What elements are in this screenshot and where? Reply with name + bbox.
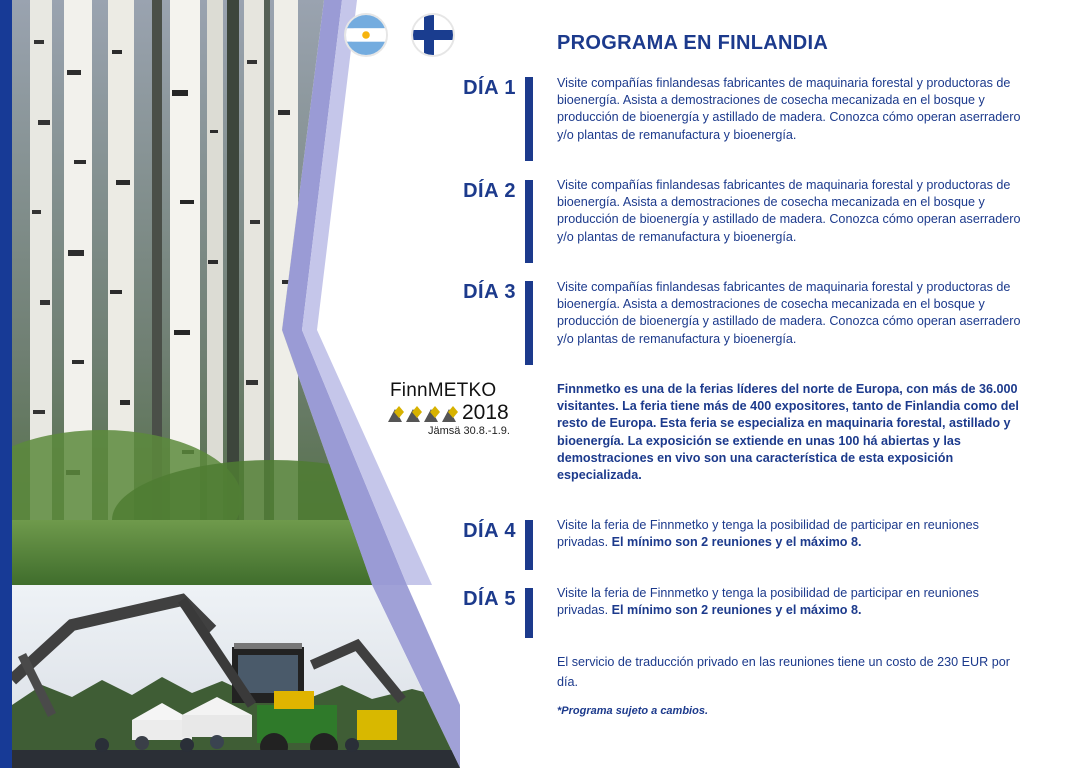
day-5-text-regular: Visite la feria de Finnmetko y tenga la posibilidad de participar en reuniones privadas.: [557, 586, 979, 618]
translation-cost-note: El servicio de traducción privado en las reuniones tiene un costo de 230 EUR por día.: [557, 655, 1010, 689]
day-4-bar: [525, 520, 533, 570]
day-4-text-bold: El mínimo son 2 reuniones y el máximo 8.: [611, 535, 862, 550]
day-3-label: DÍA 3: [463, 281, 516, 303]
day-4-text-regular: Visite la feria de Finnmetko y tenga la posibilidad de participar en reuniones privadas.: [557, 518, 979, 550]
day-5-text-bold: El mínimo son 2 reuniones y el máximo 8.: [611, 603, 862, 618]
finnmetko-logo: [388, 380, 516, 442]
finnmetko-logo-year: 2018: [462, 401, 509, 424]
forest-machinery-photo: [12, 585, 460, 768]
day-1-text: Visite compañías finlandesas fabricantes de maquinaria forestal y productoras de bioenergía. Asista a demostraciones de cosecha mecanizada en el bosque y producción de bioenergía y astillado de madera. Conozca cómo operan aserradero y/o plantas de remanufactura y bioenergía.: [557, 76, 1021, 142]
finnmetko-logo-dates: Jämsä 30.8.-1.9.: [428, 425, 510, 437]
finland-flag-icon: [411, 13, 455, 57]
day-5-bar: [525, 588, 533, 638]
finnmetko-description: Finnmetko es una de la ferias líderes del norte de Europa, con más de 36.000 visitantes. La feria tiene más de 400 expositores, tanto de Finlandia como del resto de Europa. Esta feria se especializa en maquinaria forestal, astillado y bioenergía. La exposición se extiende en unas 100 há abiertas y las demostraciones en vivo son una característica de esta exposición especializada.: [557, 382, 1019, 483]
day-2-label: DÍA 2: [463, 180, 516, 202]
day-5-label: DÍA 5: [463, 588, 516, 610]
day-4-text: [557, 517, 1027, 551]
day-3-bar: [525, 281, 533, 365]
day-1-bar: [525, 77, 533, 161]
day-2-bar: [525, 180, 533, 263]
finnmetko-logo-title: FinnMETKO: [390, 380, 497, 401]
day-1-label: DÍA 1: [463, 77, 516, 99]
argentina-flag-icon: [344, 13, 388, 57]
program-changes-note: *Programa sujeto a cambios.: [557, 705, 708, 717]
day-4-label: DÍA 4: [463, 520, 516, 542]
day-2-text: Visite compañías finlandesas fabricantes de maquinaria forestal y productoras de bioenergía. Asista a demostraciones de cosecha mecanizada en el bosque y producción de bioenergía y astillado de madera. Conozca cómo operan aserradero y/o plantas de remanufactura y bioenergía.: [557, 178, 1021, 244]
left-blue-stripe: [0, 0, 12, 768]
day-3-text: Visite compañías finlandesas fabricantes de maquinaria forestal y productoras de bioenergía. Asista a demostraciones de cosecha mecanizada en el bosque y producción de bioenergía y astillado de madera. Conozca cómo operan aserradero y/o plantas de remanufactura y bioenergía.: [557, 280, 1021, 346]
page-title: PROGRAMA EN FINLANDIA: [557, 32, 829, 54]
finnmetko-logo-mark-icon: [388, 406, 464, 424]
day-5-text: [557, 585, 1027, 619]
birch-forest-photo: [12, 0, 460, 590]
